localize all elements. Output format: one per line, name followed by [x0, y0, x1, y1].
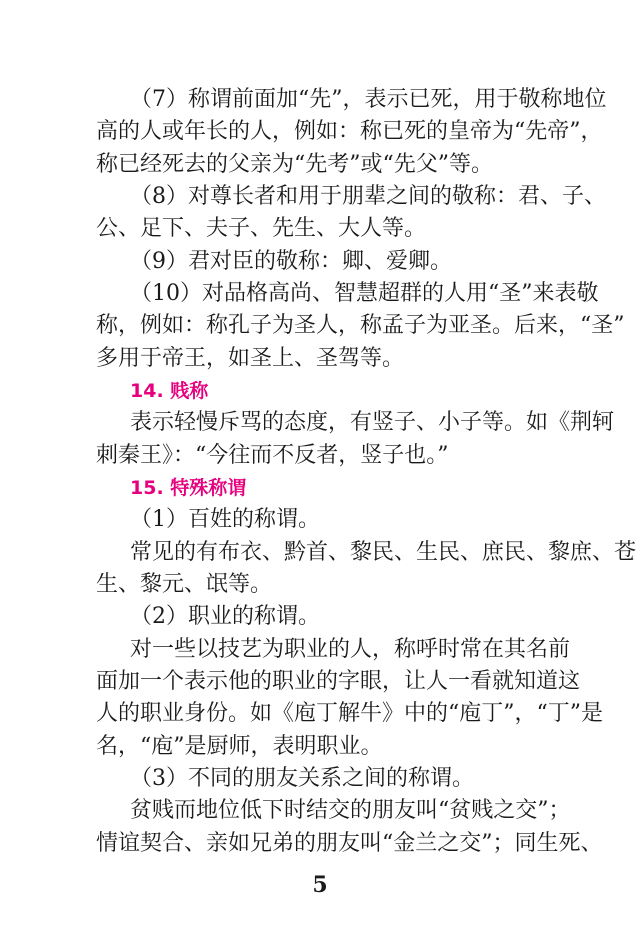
paragraph-line: 情谊契合、亲如兄弟的朋友叫“金兰之交”；同生死、: [96, 830, 603, 856]
paragraph-line: 公、足下、夫子、先生、大人等。: [96, 216, 427, 242]
paragraph-line: 高的人或年长的人，例如：称已死的皇帝为“先帝”，: [96, 119, 603, 145]
paragraph-line: 面加一个表示他的职业的字眼，让人一看就知道这: [96, 669, 581, 694]
page-number: 5: [312, 872, 328, 898]
paragraph-line: 称已经死去的父亲为“先考”或“先父”等。: [96, 151, 493, 177]
paragraph-line: 刺秦王》：“今往而不反者，竖子也。”: [96, 442, 449, 468]
paragraph-line: 常见的有布衣、黔首、黎民、生民、庶民、黎庶、苍: [130, 539, 637, 565]
paragraph-line: （10）对品格高尚、智慧超群的人用“圣”来表敬: [130, 281, 599, 306]
paragraph-line: 人的职业身份。如《庖丁解牛》中的“庖丁”，“丁”是: [96, 701, 603, 727]
section-heading: 15. 特殊称谓: [130, 477, 247, 499]
paragraph-line: （3）不同的朋友关系之间的称谓。: [130, 766, 474, 791]
paragraph-line: 对一些以技艺为职业的人，称呼时常在其名前: [130, 636, 571, 662]
paragraph-line: （9）君对臣的敬称：卿、爱卿。: [130, 248, 452, 274]
paragraph-line: 表示轻慢斥骂的态度，有竖子、小子等。如《荆轲: [130, 410, 615, 436]
paragraph-line: （7）称谓前面加“先”，表示已死，用于敬称地位: [130, 87, 607, 112]
paragraph-line: （8）对尊长者和用于朋辈之间的敬称：君、子、: [130, 184, 606, 209]
paragraph-line: 名，“庖”是厨师，表明职业。: [96, 733, 383, 759]
paragraph-line: 称，例如：称孔子为圣人，称孟子为亚圣。后来，“圣”: [96, 313, 625, 339]
paragraph-line: 多用于帝王，如圣上、圣驾等。: [96, 345, 405, 371]
paragraph-line: 贫贱而地位低下时结交的朋友叫“贫贱之交”；: [130, 798, 571, 824]
section-heading: 14. 贱称: [130, 380, 209, 402]
paragraph-line: （1）百姓的称谓。: [130, 507, 320, 533]
paragraph-line: （2）职业的称谓。: [130, 604, 320, 630]
paragraph-line: 生、黎元、氓等。: [96, 572, 273, 597]
